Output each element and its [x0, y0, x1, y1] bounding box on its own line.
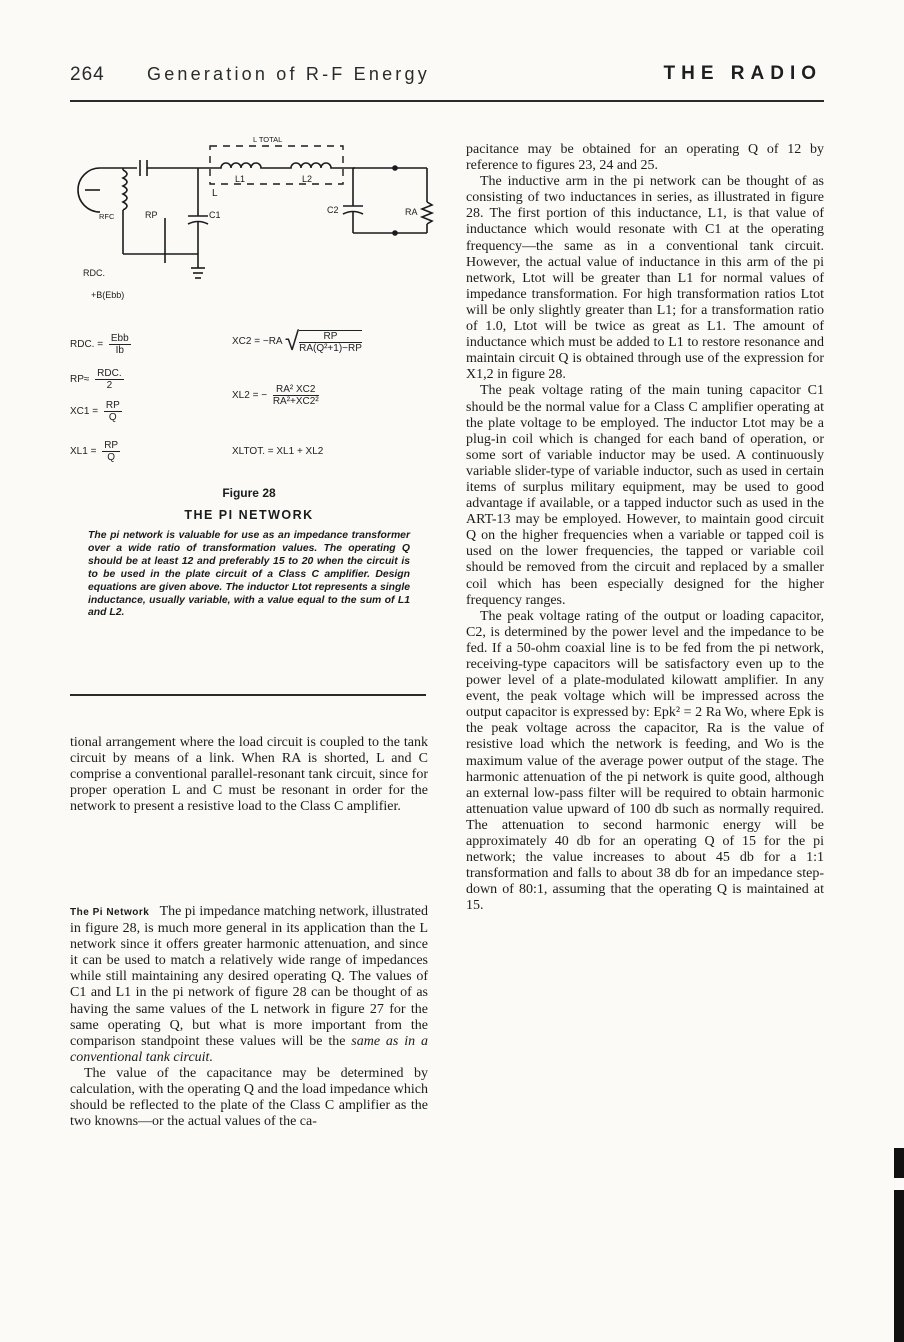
- right-paragraph-4: The peak voltage rating of the output or loading capacitor, C2, is determined by the power level and the impedance to be fed. If a 50-ohm coaxial line is to be fed from the pi network, receiving-type capacitors will be satisfactory even up to the power level of a plate-modulated kilowatt amplifier. In any event, the peak voltage which will be impressed across the output capacitor is expressed by: Epk² = 2 Ra Wo, where Epk is the peak voltage across the capacitor, Ra is the value of resistive load which the network is feeding, and Wo is the maximum value of the average power output of the stage. The harmonic attenuation of the pi network is quite good, although an external low-pass filter will be required to obtain harmonic attenuation value upward of 100 db such as normally required. The attenuation to second harmonic energy will be approximately 40 db for an operating Q of 15 for the pi network; the value increases to about 45 db for a 1:1 transformation and falls to about 38 db for an impedance step-down of 80:1, assuming that the operating Q is maintained at 15.: [466, 608, 824, 914]
- right-paragraph-2: The inductive arm in the pi network can be thought of as consisting of two inductances in series, as illustrated in figure 28. The first portion of this inductance, L1, is that value of inductance which would resonate with C1 at the operating frequency—the same as in a conventional tank circuit. However, the actual value of inductance in this arm of the pi network, Ltot will be greater than L1 for normal values of impedance transformation. For high transformation ratios Ltot will be only slightly greater than L1; for a transformation ratio of 1.0, Ltot will be twice as great as L1. The amount of inductance which must be added to L1 to restore resonance and maintain circuit Q is obtained through use of the expression for X1,2 in figure 28.: [466, 174, 824, 383]
- label-l2: L2: [302, 174, 313, 184]
- label-c1: C1: [209, 210, 221, 220]
- label-rfc: RFC: [99, 212, 115, 221]
- right-paragraph-3: The peak voltage rating of the main tuning capacitor C1 should be the normal value for a Class C amplifier operating at the plate voltage to be employed. The inductor Ltot may be a plug-in coil which is changed for each band of operation, or some sort of variable inductor may be used. A continuously variable slider-type of variable inductor, such as used in certain items of surplus military equipment, may be used to good advantage if available, or a tapped inductor such as used in the ART-13 may be employed. However, to maintain good circuit Q on the higher frequencies when a variable or tapped coil is used on the lower frequencies, the tapped or variable coil should be removed from the circuit and replaced by a smaller coil which has been especially designed for the higher frequency ranges.: [466, 383, 824, 608]
- right-column: [466, 142, 824, 915]
- left-paragraph-2: The Pi Network The pi impedance matching network, illustrated in figure 28, is much more general in its application than the L network since it offers greater harmonic attenuation, and since it can be used to match a relatively wide range of impedances while still maintaining any desired operating Q. The values of C1 and L1 in the pi network of figure 28 can be thought of as having the same values of the L network in figure 27 for the same operating Q, but what is more important from the comparison standpoint these values will be the same as in a conventional tank circuit.: [70, 904, 428, 1065]
- right-paragraph-1: pacitance may be obtained for an operating Q of 12 by reference to figures 23, 24 and 25.: [466, 142, 824, 174]
- emphasis-text: same as in a conventional tank circuit.: [70, 1033, 428, 1065]
- equation-xl2: XL2 = − $\frac{\text{RA² XC2}}{\text{RA²+XC2²}}$: [232, 384, 319, 407]
- figure-rule: [70, 694, 426, 696]
- scan-edge-bar: [894, 1190, 904, 1342]
- left-column-bottom: [70, 904, 428, 1130]
- equation-xltot: XLTOT. = XL1 + XL2: [232, 446, 324, 457]
- page-number: 264: [70, 64, 105, 85]
- label-l1: L1: [235, 174, 246, 184]
- label-b-plus: +B(Ebb): [91, 290, 125, 300]
- section-title: Generation of R-F Energy: [147, 64, 430, 84]
- magazine-title: THE RADIO: [663, 63, 822, 84]
- equation-xc1: XC1 = $\frac{RP}{Q}$: [70, 400, 120, 423]
- ra-resistor: [422, 202, 432, 224]
- figure-label: Figure 28: [222, 486, 276, 500]
- pi-network-sidehead: The Pi Network: [70, 907, 150, 918]
- left-paragraph-1: tional arrangement where the load circuit is coupled to the tank circuit by means of a link. When RA is shorted, L and C comprise a conventional parallel-resonant tank circuit, since for proper operation L and C must be resonant in order for the network to present a resistive load to the Class C amplifier.: [70, 735, 428, 815]
- l1-inductor: [198, 163, 355, 168]
- equation-rdc: RDC. = $\frac{\text{Ebb}}{Ib}$: [70, 333, 129, 356]
- label-rdc: RDC.: [83, 268, 105, 278]
- label-rp: RP: [145, 210, 158, 220]
- left-column-top: [70, 735, 428, 815]
- page-header: [70, 64, 822, 94]
- header-rule: [70, 100, 824, 102]
- label-l-total: L TOTAL: [253, 135, 283, 144]
- figure-title: THE PI NETWORK: [184, 508, 314, 522]
- label-l: L: [212, 188, 218, 199]
- equation-rp: RP≈ $\frac{\text{RDC.}}{2}$: [70, 368, 122, 391]
- equation-xc2: XC2 = −RA √ $\frac{RP}{\text{RA(Q²+1)−RP}}$: [232, 326, 362, 356]
- figure-caption: The pi network is valuable for use as an impedance transformer over a wide ratio of transformation values. The operating Q should be at least 12 and preferably 15 to 20 when the circuit is to be used in the plate circuit of a Class C amplifier. Design equations are given above. The inductor Ltot represents a single inductance, usually variable, with a value equal to the sum of L1 and L2.: [88, 530, 410, 619]
- equation-xl1: XL1 = $\frac{RP}{Q}$: [70, 440, 119, 463]
- label-c2: C2: [327, 205, 339, 215]
- left-paragraph-3: The value of the capacitance may be determined by calculation, with the operating Q and the load impedance which should be reflected to the plate of the Class C amplifier as the two knowns—or the actual values of the ca-: [70, 1065, 428, 1130]
- rfc-choke: [123, 170, 127, 210]
- scan-edge-mark: [894, 1148, 904, 1178]
- label-ra: RA: [405, 207, 418, 217]
- pi-network-schematic: [55, 128, 445, 328]
